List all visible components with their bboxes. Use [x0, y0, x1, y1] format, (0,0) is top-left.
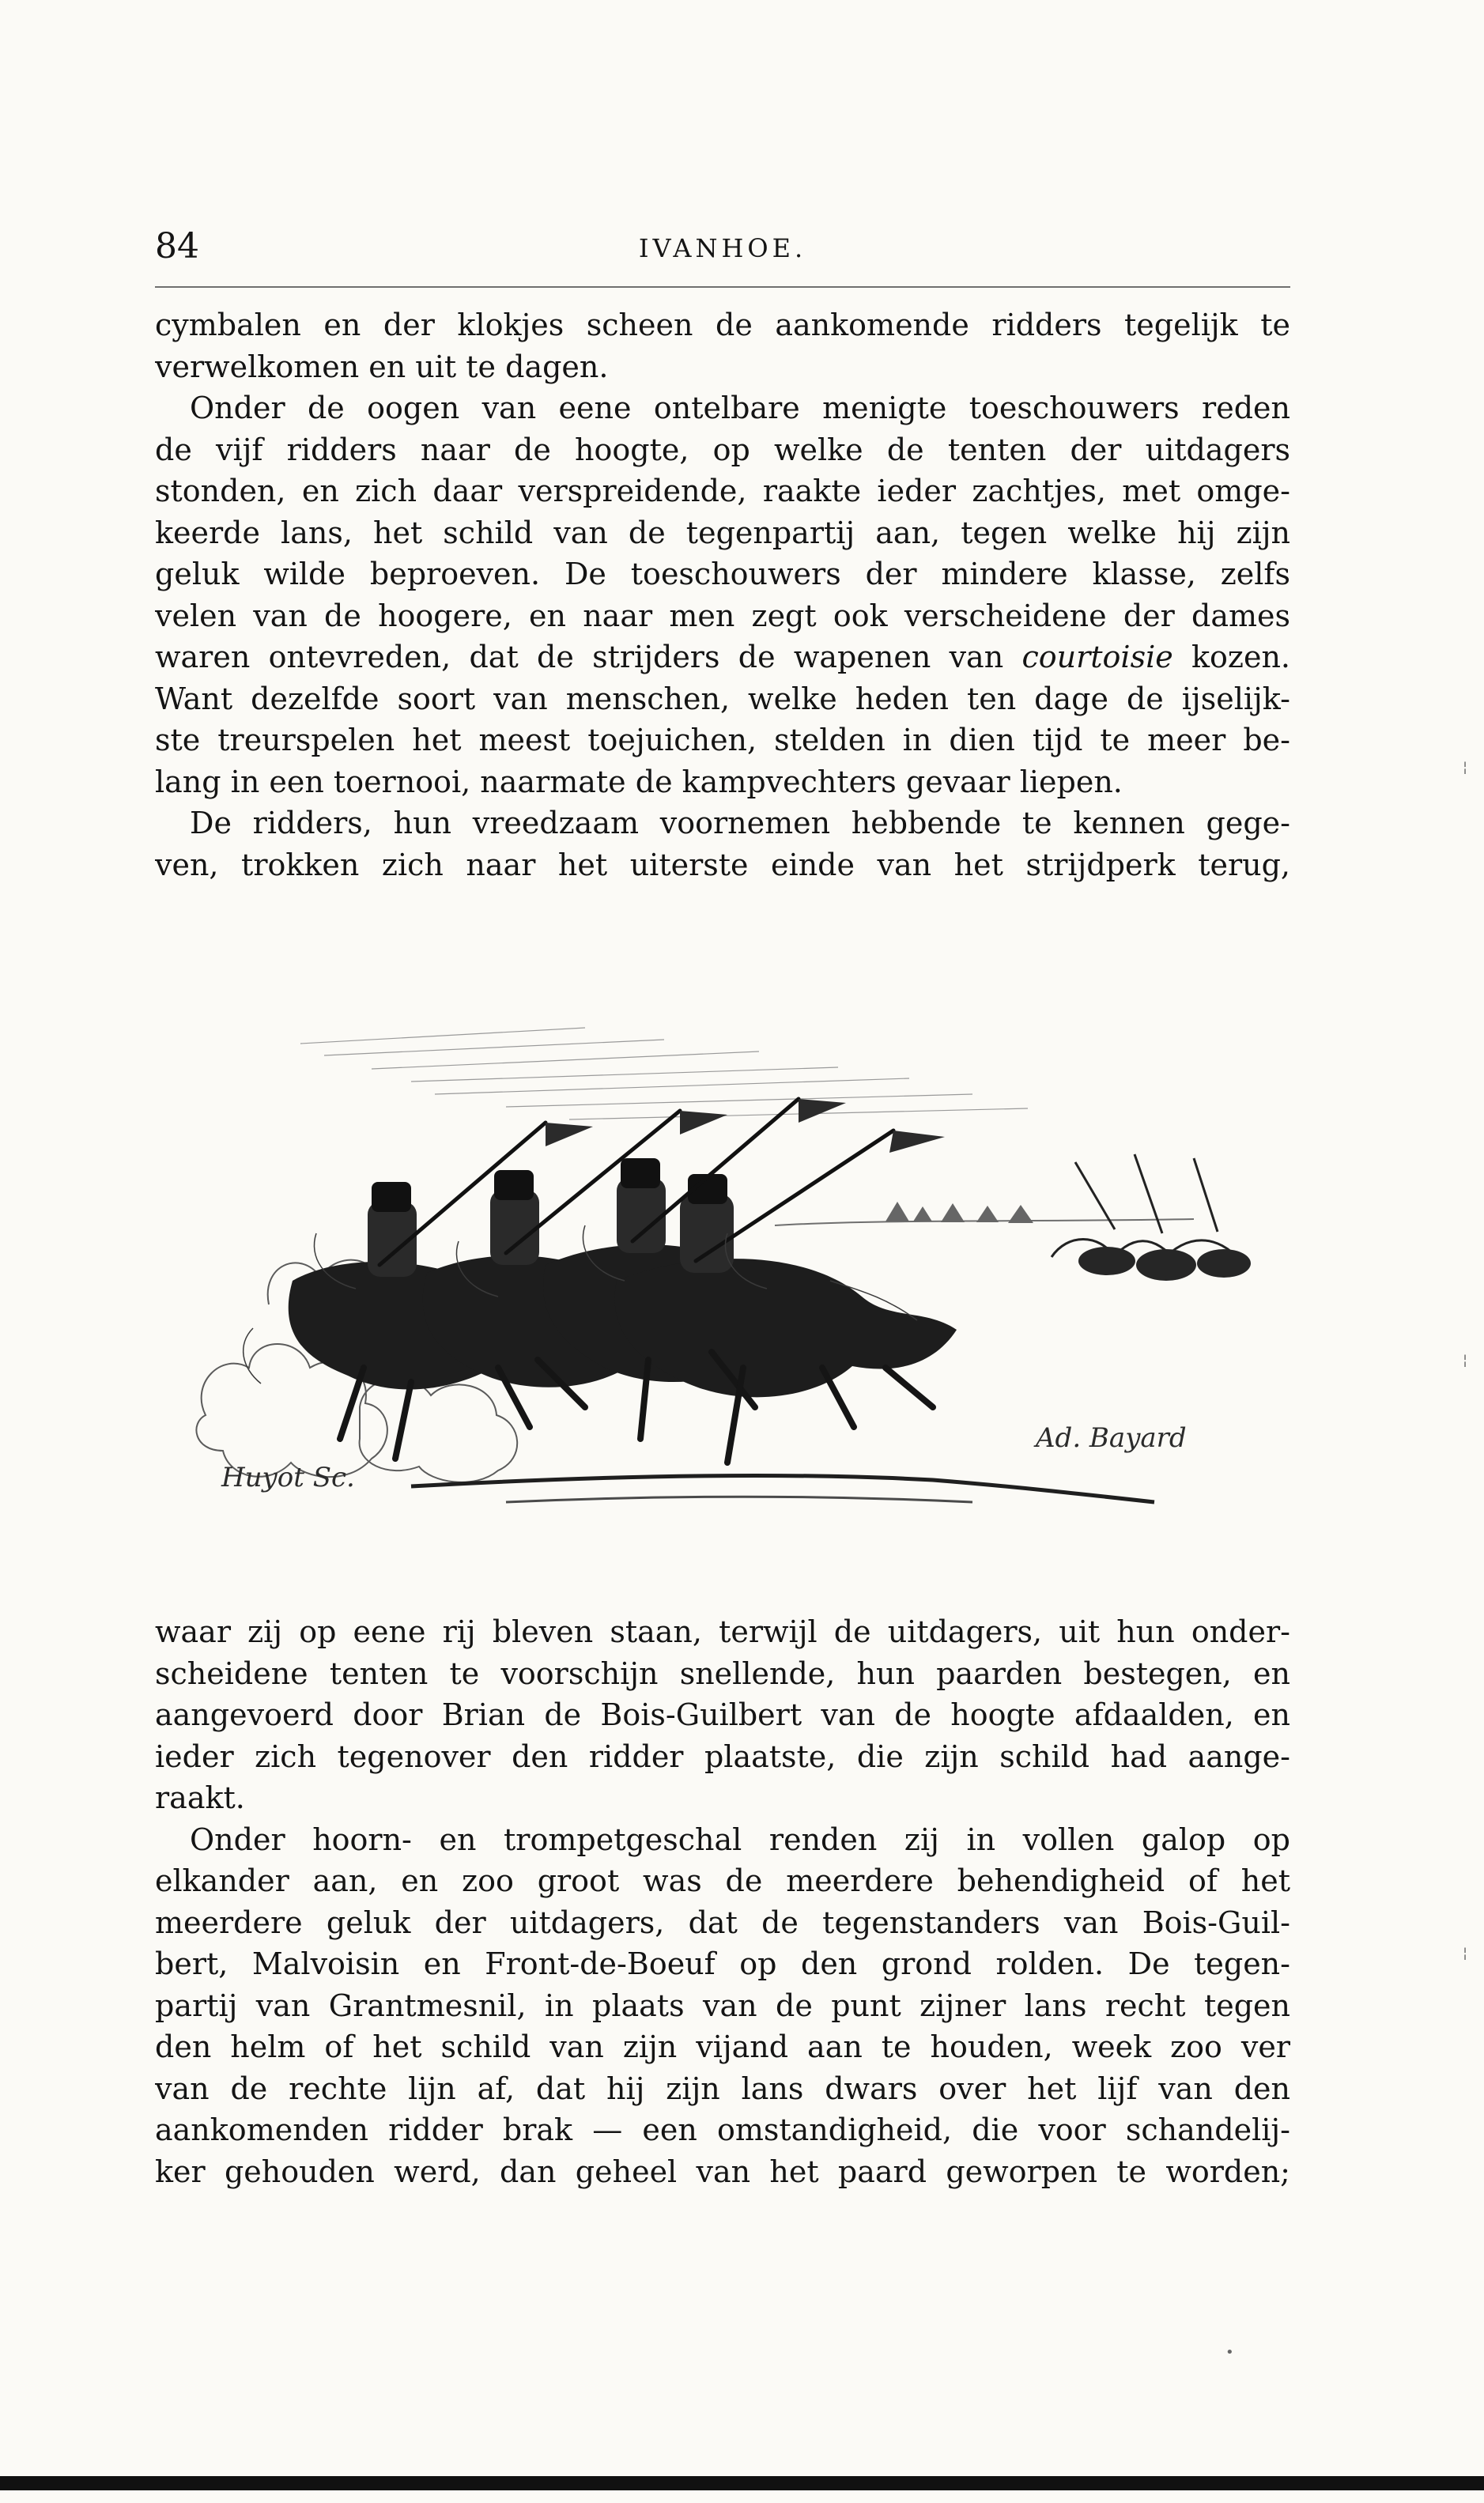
bottom-rule	[0, 2476, 1484, 2490]
text-line: meerdere geluk der uitdagers, dat de tegenstanders van Bois-Guil-	[155, 1905, 1290, 1940]
running-head: IVANHOE.	[638, 233, 807, 263]
text-line-with-italic	[155, 636, 1290, 678]
text-line: verwelkomen en uit te dagen.	[155, 349, 609, 384]
text-line: partij van Grantmesnil, in plaats van de punt zijner lans recht tegen	[155, 1988, 1290, 2023]
page-header	[155, 226, 1290, 285]
text-line: bert, Malvoisin en Front-de-Boeuf op den grond rolden. De tegen-	[155, 1946, 1290, 1981]
text-line: ven, trokken zich naar het uiterste einde van het strijdperk terug,	[155, 847, 1290, 882]
text-line: de vijf ridders naar de hoogte, op welke de tenten der uitdagers	[155, 432, 1290, 467]
text-line: aangevoerd door Brian de Bois-Guilbert van de hoogte afdaalden, en	[155, 1697, 1290, 1732]
text-line: De ridders, hun vreedzaam voornemen hebbende te kennen gege-	[190, 806, 1290, 840]
text-line: van de rechte lijn af, dat hij zijn lans dwars over het lijf van den	[155, 2071, 1290, 2106]
text-line: scheidene tenten te voorschijn snellende, hun paarden bestegen, en	[155, 1655, 1290, 1691]
text-line: Want dezelfde soort van menschen, welke heden ten dage de ijselijk-	[155, 681, 1290, 716]
text-line: velen van de hoogere, en naar men zegt ook verscheidene der dames	[155, 598, 1290, 633]
text-line: ieder zich tegenover den ridder plaatste, die zijn schild had aange-	[155, 1739, 1290, 1774]
text-line: raakt.	[155, 1780, 245, 1815]
text-segment: waren ontevreden, dat de strijders de wapenen van	[155, 640, 1004, 674]
text-line: waar zij op eene rij bleven staan, terwijl de uitdagers, uit hun onder-	[155, 1614, 1290, 1649]
text-line: stonden, en zich daar verspreidende, raakte ieder zachtjes, met omge-	[155, 474, 1290, 508]
text-line: lang in een toernooi, naarmate de kampvechters gevaar liepen.	[155, 764, 1123, 799]
speck-mark: •	[1225, 2344, 1234, 2361]
illustration-signature-right: Ad. Bayard	[1036, 1422, 1187, 1454]
text-line: geluk wilde beproeven. De toeschouwers der mindere klasse, zelfs	[155, 557, 1290, 591]
text-line: keerde lans, het schild van de tegenpartij aan, tegen welke hij zijn	[155, 515, 1290, 550]
edge-mark: ¦	[1463, 759, 1468, 776]
jousting-illustration	[174, 996, 1297, 1550]
illustration-signature-left: Huyot Sc.	[221, 1462, 355, 1493]
text-line: Onder hoorn- en trompetgeschal renden zij in vollen galop op	[190, 1822, 1290, 1857]
italic-word: courtoisie	[1021, 640, 1173, 674]
text-line: ker gehouden werd, dan geheel van het paard geworpen te worden;	[155, 2154, 1290, 2189]
edge-mark: ¦	[1463, 1352, 1468, 1369]
edge-mark: ¦	[1463, 1945, 1468, 1961]
text-segment: kozen.	[1191, 640, 1290, 674]
text-line: cymbalen en der klokjes scheen de aankomende ridders tegelijk te	[155, 308, 1290, 342]
page-number: 84	[155, 226, 199, 266]
header-rule	[155, 286, 1290, 288]
text-line: ste treurspelen het meest toejuichen, stelden in dien tijd te meer be-	[155, 723, 1290, 757]
text-block-top	[155, 304, 1290, 885]
text-line: Onder de oogen van eene ontelbare menigte toeschouwers reden	[190, 391, 1290, 425]
text-block-bottom	[155, 1611, 1290, 2192]
text-line: elkander aan, en zoo groot was de meerdere behendigheid of het	[155, 1863, 1290, 1898]
text-line: aankomenden ridder brak — een omstandigheid, die voor schandelij-	[155, 2112, 1290, 2147]
text-line: den helm of het schild van zijn vijand aan te houden, week zoo ver	[155, 2029, 1290, 2064]
